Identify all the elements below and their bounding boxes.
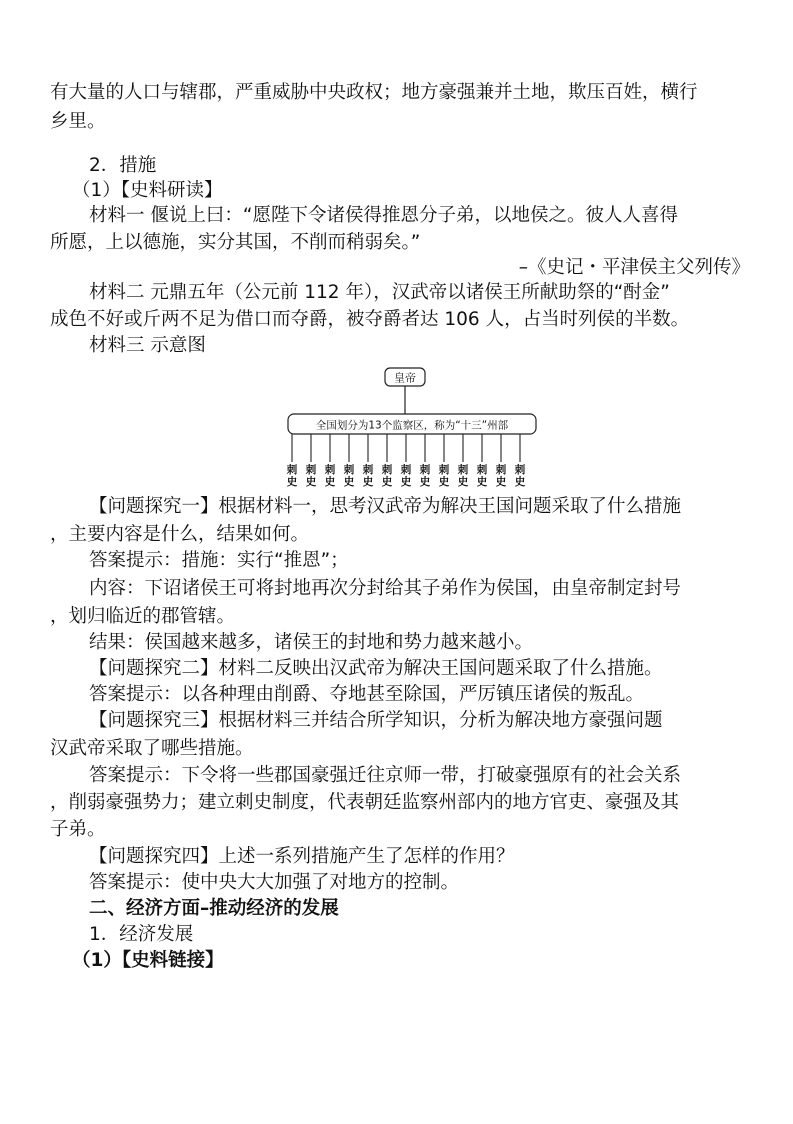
text-line: 材料二 元鼎五年（公元前 112 年），汉武帝以诸侯王所献助祭的“酎金” xyxy=(89,282,670,303)
text-line: 成色不好或斤两不足为借口而夺爵，被夺爵者达 106 人，占当时列侯的半数。 xyxy=(50,309,690,330)
leaf-label: 刺 xyxy=(476,464,488,476)
text-line: 乡里。 xyxy=(50,111,106,132)
leaf-label: 史 xyxy=(305,476,317,488)
leaf-label: 史 xyxy=(362,476,374,488)
leaf-label: 刺 xyxy=(438,464,450,476)
answer-text: 答案提示：下令将一些郡国豪强迁往京师一带，打破豪强原有的社会关系 xyxy=(89,765,682,786)
leaf-label: 史 xyxy=(514,476,526,488)
leaf-label: 刺 xyxy=(305,464,317,476)
text-line: ，主要内容是什么，结果如何。 xyxy=(50,524,310,545)
leaf-label: 刺 xyxy=(343,464,355,476)
section-heading: 2．措施 xyxy=(89,155,157,176)
text-line: 材料一 偃说上曰：“愿陛下令诸侯得推恩分子弟，以地侯之。彼人人喜得 xyxy=(89,205,678,226)
question-text: 【问题探究一】根据材料一，思考汉武帝为解决王国问题采取了什么措施 xyxy=(89,496,682,517)
answer-text: 答案提示：使中央大大加强了对地方的控制。 xyxy=(89,872,460,893)
leaf-label: 史 xyxy=(324,476,336,488)
answer-text: 答案提示：以各种理由削爵、夺地甚至除国，严厉镇压诸侯的叛乱。 xyxy=(89,684,645,705)
answer-text: 内容：下诏诸侯王可将封地再次分封给其子弟作为侯国，由皇帝制定封号 xyxy=(89,578,682,599)
text-line: 材料三 示意图 xyxy=(89,335,206,356)
leaf-group xyxy=(287,434,526,488)
supervision-diagram xyxy=(280,362,540,492)
leaf-label: 史 xyxy=(419,476,431,488)
question-text: 【问题探究四】上述一系列措施产生了怎样的作用？ xyxy=(89,846,515,867)
leaf-label: 史 xyxy=(476,476,488,488)
leaf-label: 刺 xyxy=(419,464,431,476)
text-line: 汉武帝采取了哪些措施。 xyxy=(50,738,254,759)
region-label: 全国划分为13个监察区，称为“十三”州部 xyxy=(315,419,509,432)
leaf-label: 刺 xyxy=(362,464,374,476)
leaf-label: 刺 xyxy=(495,464,507,476)
leaf-label: 刺 xyxy=(514,464,526,476)
leaf-label: 刺 xyxy=(286,464,298,476)
text-line: ，削弱豪强势力；建立刺史制度，代表朝廷监察州部内的地方官吏、豪强及其 xyxy=(50,792,680,813)
leaf-label: 刺 xyxy=(381,464,393,476)
question-text: 【问题探究三】根据材料三并结合所学知识，分析为解决地方豪强问题 xyxy=(89,710,663,731)
text-line: ，划归临近的郡管辖。 xyxy=(50,606,236,627)
citation: –《史记・平津侯主父列传》 xyxy=(518,257,750,278)
text-line: 有大量的人口与辖郡，严重威胁中央政权；地方豪强兼并土地，欺压百姓，横行 xyxy=(50,82,698,103)
text-line: 子弟。 xyxy=(50,819,106,840)
leaf-label: 史 xyxy=(457,476,469,488)
leaf-label: 史 xyxy=(400,476,412,488)
section-heading: 二、经济方面–推动经济的发展 xyxy=(89,898,339,919)
answer-text: 答案提示：措施：实行“推恩”； xyxy=(89,550,349,571)
subsection-heading: （1）【史料研读】 xyxy=(72,180,223,201)
leaf-label: 刺 xyxy=(324,464,336,476)
text-line: 所愿，上以德施，实分其国，不削而稍弱矣。” xyxy=(50,232,421,253)
leaf-label: 史 xyxy=(286,476,298,488)
leaf-label: 刺 xyxy=(457,464,469,476)
leaf-label: 史 xyxy=(381,476,393,488)
leaf-label: 史 xyxy=(495,476,507,488)
leaf-label: 刺 xyxy=(400,464,412,476)
answer-text: 结果：侯国越来越多，诸侯王的封地和势力越来越小。 xyxy=(89,632,534,653)
leaf-label: 史 xyxy=(343,476,355,488)
leaf-label: 史 xyxy=(438,476,450,488)
section-heading: 1．经济发展 xyxy=(89,924,194,945)
question-text: 【问题探究二】材料二反映出汉武帝为解决王国问题采取了什么措施。 xyxy=(89,658,663,679)
emperor-label: 皇帝 xyxy=(394,371,416,385)
subsection-heading: （1）【史料链接】 xyxy=(72,950,224,971)
